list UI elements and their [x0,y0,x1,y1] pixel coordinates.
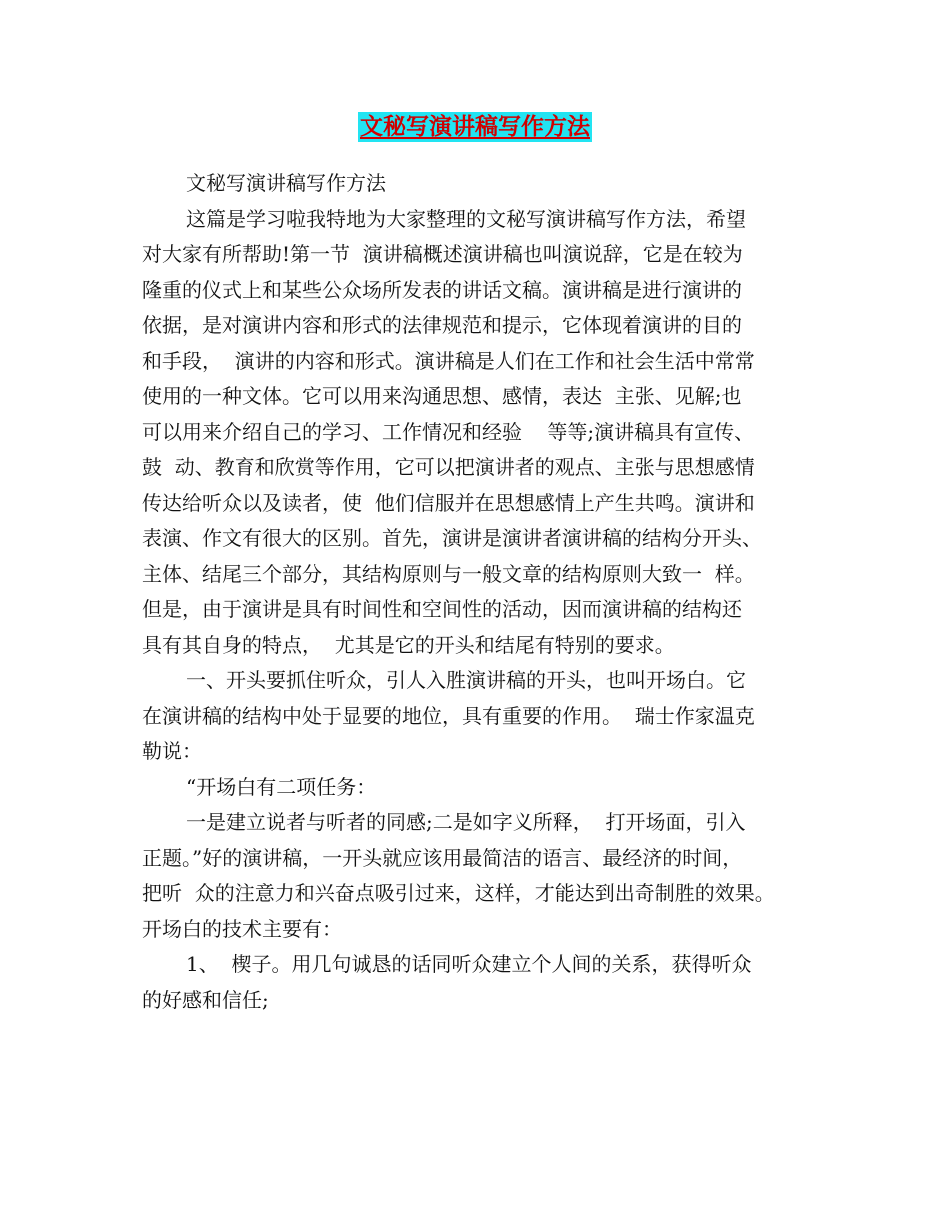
body-line: 和手段， 演讲的内容和形式。演讲稿是人们在工作和社会生活中常常 [142,348,755,373]
body-line: 对大家有所帮助!第一节 演讲稿概述演讲稿也叫演说辞，它是在较为 [142,242,743,266]
body-line: 把听 众的注意力和兴奋点吸引过来，这样，才能达到出奇制胜的效果。 [142,881,775,905]
body-line: 在演讲稿的结构中处于显要的地位，具有重要的作用。 瑞士作家温克 [142,703,755,728]
body-line: 具有其自身的特点， 尤其是它的开头和结尾有特别的要求。 [142,632,675,657]
body-line: 依据，是对演讲内容和形式的法律规范和提示，它体现着演讲的目的 [142,313,742,337]
body-line: 鼓 动、教育和欣赏等作用，它可以把演讲者的观点、主张与思想感情 [142,455,755,479]
body-line: 可以用来介绍自己的学习、工作情况和经验 等等;演讲稿具有宣传、 [142,419,755,444]
body-line: 一是建立说者与听者的同感;二是如字义所释， 打开场面，引入 [186,810,746,834]
body-line: 表演、作文有很大的区别。首先，演讲是演讲者演讲稿的结构分开头、 [142,526,762,550]
document-body [142,166,818,1018]
body-line: 隆重的仪式上和某些公众场所发表的讲话文稿。演讲稿是进行演讲的 [142,277,742,302]
body-line: 一、开头要抓住听众，引人入胜演讲稿的开头，也叫开场白。它 [186,668,746,692]
body-line: 开场白的技术主要有： [142,916,342,941]
body-line: 正题。”好的演讲稿，一开头就应该用最简洁的语言、最经济的时间， [142,845,743,870]
body-line: 但是，由于演讲是具有时间性和空间性的活动，因而演讲稿的结构还 [142,597,742,621]
title-wrap [0,112,950,142]
body-line: 主体、结尾三个部分，其结构原则与一般文章的结构原则大致一 样。 [142,561,755,586]
body-line: 传达给听众以及读者，使 他们信服并在思想感情上产生共鸣。演讲和 [142,490,755,515]
body-line: “开场白有二项任务： [186,774,377,799]
body-line: 勒说： [142,739,202,763]
body-line: 1、 楔子。用几句诚恳的话同听众建立个人间的关系，获得听众 [186,952,752,976]
body-line: 使用的一种文体。它可以用来沟通思想、感情，表达 主张、见解;也 [142,384,742,408]
body-line: 这篇是学习啦我特地为大家整理的文秘写演讲稿写作方法，希望 [186,206,746,231]
body-line: 文秘写演讲稿写作方法 [186,171,386,195]
body-line: 的好感和信任; [142,987,269,1012]
page-title: 文秘写演讲稿写作方法 [360,114,590,140]
